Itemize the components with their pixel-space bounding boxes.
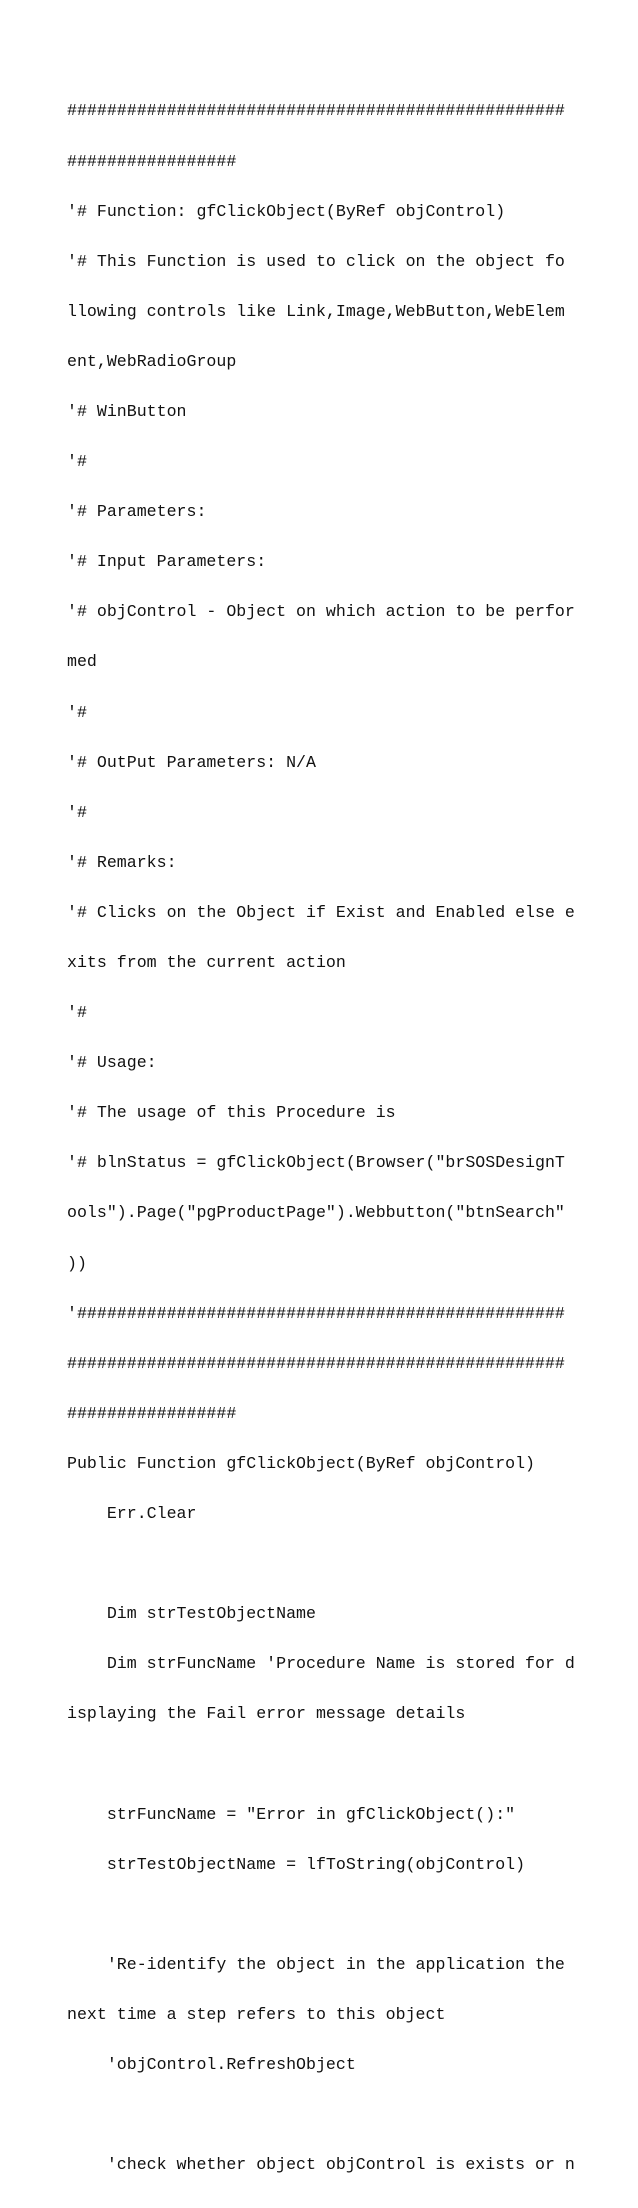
code-listing: [67, 70, 582, 2207]
code-line: '# WinButton: [67, 401, 187, 421]
code-line: 'check whether object objControl is exists or n: [67, 2155, 575, 2175]
code-line: Dim strFuncName 'Procedure Name is stored for d: [67, 1654, 575, 1674]
code-line: '#: [67, 452, 87, 472]
code-line: #################: [67, 1403, 237, 1423]
code-line: [67, 1907, 582, 1924]
code-line: '#: [67, 802, 87, 822]
code-line: '# Usage:: [67, 1053, 157, 1073]
code-line: llowing controls like Link,Image,WebButton,WebElem: [67, 301, 565, 321]
code-line: '# Remarks:: [67, 852, 177, 872]
code-line: '#: [67, 1003, 87, 1023]
code-line: '#################################################: [67, 1303, 565, 1323]
code-line: '# The usage of this Procedure is: [67, 1103, 396, 1123]
code-line: #################: [67, 151, 237, 171]
code-line: [67, 1757, 582, 1774]
code-line: )): [67, 1253, 87, 1273]
code-line: Public Function gfClickObject(ByRef objControl): [67, 1453, 536, 1473]
code-line: strTestObjectName = lfToString(objControl): [67, 1854, 526, 1874]
code-line: '# This Function is used to click on the object fo: [67, 251, 565, 271]
code-line: '#: [67, 702, 87, 722]
code-line: '# Function: gfClickObject(ByRef objControl): [67, 201, 506, 221]
code-line: next time a step refers to this object: [67, 2004, 446, 2024]
code-line: '# blnStatus = gfClickObject(Browser("brSOSDesignT: [67, 1153, 565, 1173]
code-line: '# Clicks on the Object if Exist and Enabled else e: [67, 902, 575, 922]
code-line: '# OutPut Parameters: N/A: [67, 752, 316, 772]
code-line: Err.Clear: [67, 1504, 197, 1524]
code-line: xits from the current action: [67, 953, 346, 972]
code-line: strFuncName = "Error in gfClickObject():": [67, 1804, 516, 1824]
code-line: ent,WebRadioGroup: [67, 351, 237, 371]
code-line: '# objControl - Object on which action to be perfor: [67, 602, 575, 622]
code-line: isplaying the Fail error message details: [67, 1704, 466, 1724]
code-line: '# Input Parameters:: [67, 552, 267, 572]
code-line: med: [67, 652, 97, 672]
code-line: [67, 1556, 582, 1573]
code-line: '# Parameters:: [67, 502, 207, 522]
code-line: ##################################################: [67, 101, 565, 121]
code-line: 'objControl.RefreshObject: [67, 2055, 356, 2075]
code-line: 'Re-identify the object in the application the: [67, 1954, 565, 1974]
code-line: [67, 2107, 582, 2124]
code-line: ools").Page("pgProductPage").Webbutton("btnSearch": [67, 1203, 565, 1223]
code-line: Dim strTestObjectName: [67, 1604, 316, 1624]
code-line: ##################################################: [67, 1353, 565, 1373]
